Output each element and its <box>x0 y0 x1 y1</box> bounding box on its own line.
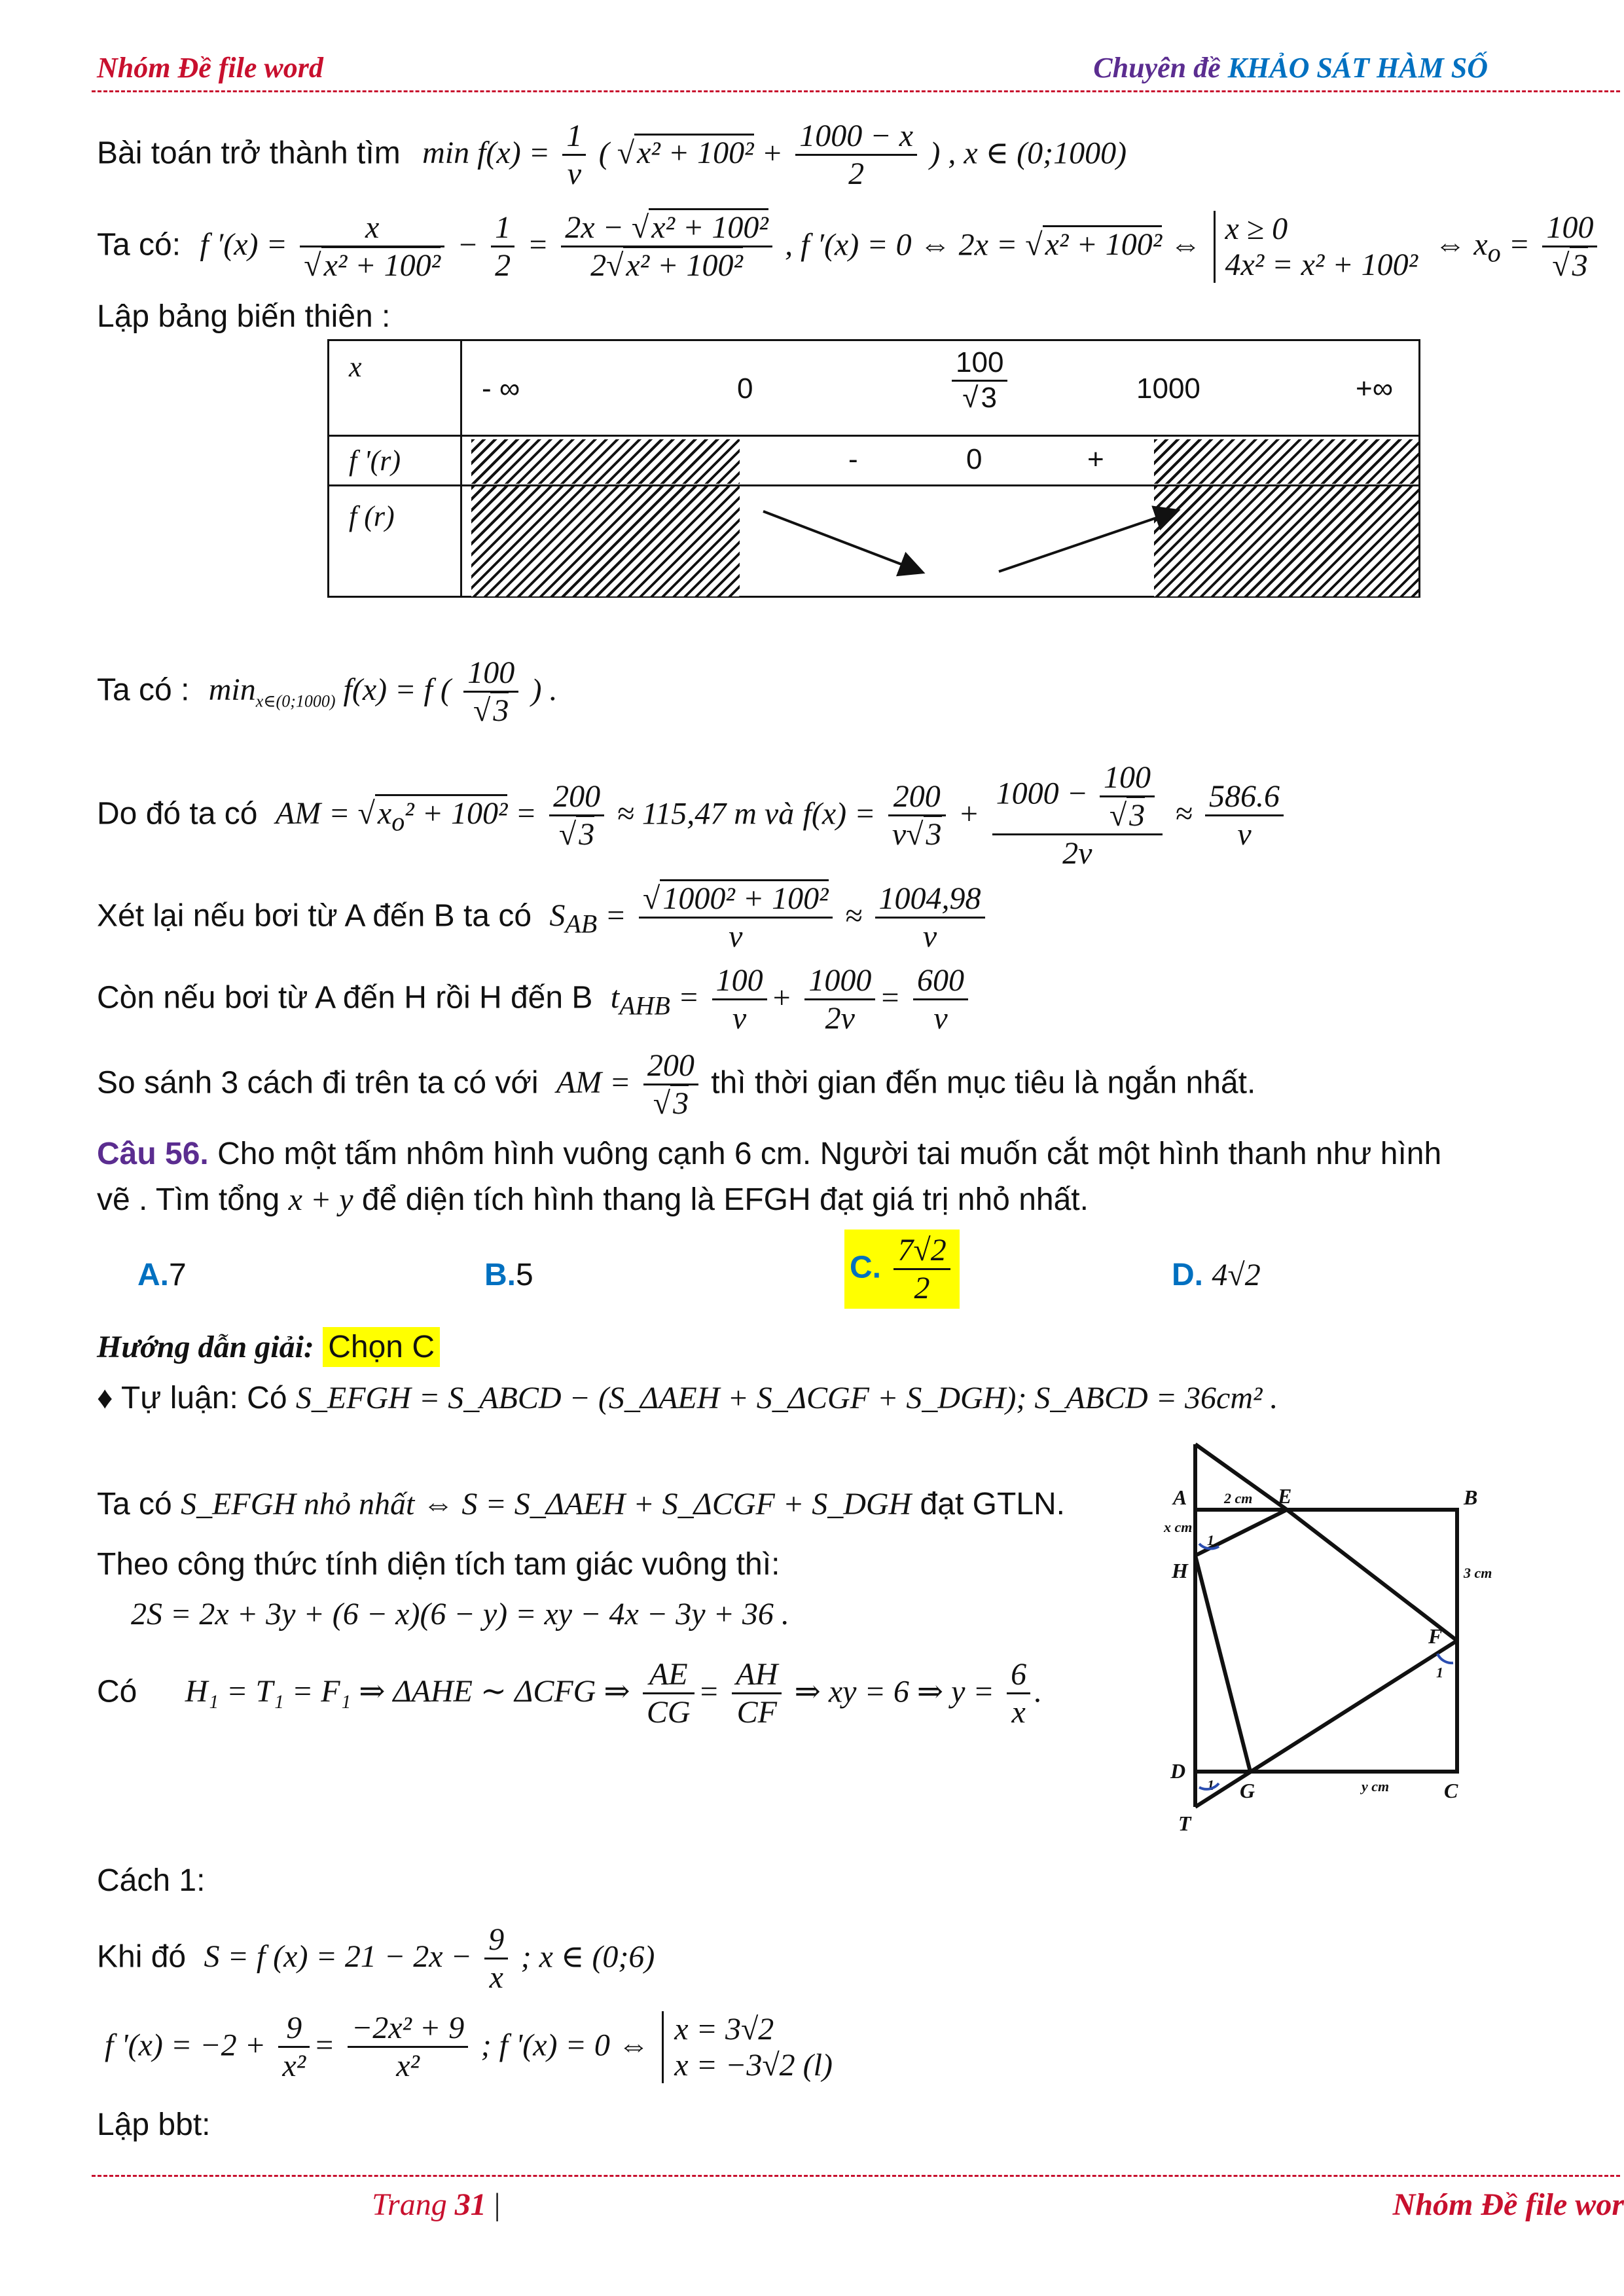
option-d-label: D. <box>1172 1258 1203 1292</box>
solution-s5-label: Có <box>97 1674 137 1709</box>
label-t: T <box>1178 1812 1191 1835</box>
solution-choice: Chọn C <box>323 1327 440 1367</box>
line-derivative-label: Ta có: <box>97 227 181 263</box>
footer-right: Nhóm Đề file wor <box>1392 2187 1624 2222</box>
bbt-x-label: x <box>329 340 461 436</box>
solution-guide <box>97 1329 440 1365</box>
dim-bf: 3 cm <box>1464 1565 1492 1581</box>
bbt-x-1000: 1000 <box>1136 373 1200 405</box>
line-ft <box>1195 1641 1457 1807</box>
label-g: G <box>1240 1779 1255 1802</box>
header-right-topic: KHẢO SÁT HÀM SỐ <box>1227 52 1488 84</box>
header-left: Nhóm Đề file word <box>97 52 323 84</box>
label-d: D <box>1170 1759 1186 1783</box>
square-abcd <box>1195 1510 1457 1772</box>
footer-page <box>372 2187 500 2223</box>
bbt-x-pos-inf: +∞ <box>1356 373 1394 405</box>
line-tahb: Còn nếu bơi từ A đến H rồi H đến B $t_{AHB}$ = $\frac{100}{v}$ + $\frac{1000}{2v}$ = $\frac{600}{v}$ <box>97 962 972 1036</box>
solution-s2 <box>97 1486 1065 1522</box>
question-line-1 <box>97 1136 1441 1172</box>
line-sab: Xét lại nếu bơi từ A đến B ta có $S_{AB}$ = $\frac{\text{√1000² + 100²}}{v}$ ≈ $\frac{1004,98}{v}$ <box>97 881 989 955</box>
bbt-x-zero: 0 <box>737 373 753 405</box>
solution-s1-eq: S_EFGH = S_ABCD − (S_ΔAEH + S_ΔCGF + S_DGH); S_ABCD = 36cm² . <box>295 1381 1278 1415</box>
line-compare-a: So sánh 3 cách đi trên ta có với <box>97 1065 539 1101</box>
solution-guide-label: Hướng dẫn giải: <box>97 1330 314 1364</box>
solution-s2-label: Ta có <box>97 1487 172 1522</box>
question-sum: x + y <box>288 1182 353 1217</box>
solution-c3: f '(x) = −2 + $\frac{9}{\text{x²}}$ = $\frac{\text{−2x² + 9}}{\text{x²}}$ ; f '(x) = 0 ⇔ x = 3√2 x = −3√2 (l) <box>105 2010 840 2084</box>
line-min-text: Bài toán trở thành tìm <box>97 136 401 171</box>
footer-page-sep: | <box>486 2187 501 2222</box>
header-right <box>1093 51 1488 84</box>
question-text-2a: vẽ . Tìm tổng <box>97 1182 289 1217</box>
dim-ae: 2 cm <box>1224 1490 1253 1506</box>
option-c-den: 2 <box>914 1271 930 1306</box>
bbt-sign-zero: 0 <box>966 443 983 475</box>
solution-s2-end: đạt GTLN. <box>920 1487 1065 1522</box>
option-c-label: C. <box>850 1250 881 1285</box>
option-b-value: 5 <box>516 1258 533 1292</box>
option-b-label: B. <box>484 1258 516 1292</box>
solution-c2-label: Khi đó <box>97 1939 187 1975</box>
solution-s5: Có H₁ = T₁ = F₁ ⇒ ΔAHE ∼ ΔCFG ⇒ $\frac{AE}{CG}$ = $\frac{AH}{CF}$ ⇒ xy = 6 ⇒ y = $\frac{6}{x}$ . <box>97 1657 1043 1730</box>
line-tahb-label: Còn nếu bơi từ A đến H rồi H đến B <box>97 980 593 1015</box>
label-h: H <box>1172 1559 1188 1582</box>
option-d[interactable] <box>1172 1257 1261 1293</box>
solution-s2-eq: S_EFGH nhỏ nhất ⇔ S = S_ΔAEH + S_ΔCGF + S_DGH <box>181 1487 912 1522</box>
bbt-fprime-label: f '(r) <box>329 436 461 486</box>
solution-c4: Lập bbt: <box>97 2107 211 2142</box>
solution-s3: Theo công thức tính diện tích tam giác vuông thì: <box>97 1547 780 1582</box>
label-f: F <box>1428 1624 1443 1648</box>
line-min-result: Ta có : $\min_{x\in(0;1000)} f(x) = f$ ( $\frac{100}{√3}$ ) . <box>97 655 558 729</box>
option-c[interactable] <box>844 1230 960 1309</box>
solution-s1-label: ♦ Tự luận: Có <box>97 1381 287 1415</box>
line-bbt-intro: Lập bảng biến thiên : <box>97 299 391 334</box>
solution-s4: 2S = 2x + 3y + (6 − x)(6 − y) = xy − 4x − 3y + 36 . <box>131 1597 789 1631</box>
option-d-value: 4√2 <box>1212 1258 1261 1292</box>
label-a: A <box>1173 1485 1187 1509</box>
geometry-figure <box>1159 1434 1499 1853</box>
label-c: C <box>1444 1779 1458 1802</box>
solution-c3-root1: x = 3√2 <box>674 2011 774 2047</box>
question-line-2 <box>97 1182 1089 1218</box>
line-am-label: Do đó ta có <box>97 796 258 831</box>
line-min-result-label: Ta có : <box>97 672 190 708</box>
footer-divider <box>92 2175 1620 2177</box>
question-text-1: Cho một tấm nhôm hình vuông cạnh 6 cm. Người tai muốn cắt một hình thanh như hình <box>208 1137 1442 1171</box>
bbt-f-row <box>461 486 1420 597</box>
option-a-value: 7 <box>169 1258 187 1292</box>
angle-mark-t: 1 <box>1207 1777 1214 1793</box>
option-a-label: A. <box>137 1258 169 1292</box>
variation-table <box>327 339 1420 598</box>
line-ef <box>1287 1510 1457 1641</box>
footer-page-num: 31 <box>454 2187 486 2222</box>
solution-c1: Cách 1: <box>97 1863 206 1898</box>
bbt-f-label: f (r) <box>329 486 461 597</box>
line-am-value: ≈ 115,47 m và <box>617 796 795 831</box>
header-divider <box>92 90 1620 92</box>
question-text-2b: để diện tích hình thang là EFGH đạt giá trị nhỏ nhất. <box>353 1182 1089 1217</box>
label-e: E <box>1278 1484 1292 1508</box>
footer-page-prefix: Trang <box>372 2187 455 2222</box>
bbt-hatch-right-1 <box>1154 439 1418 484</box>
label-b: B <box>1464 1485 1478 1509</box>
solution-c2: Khi đó S = f (x) = 21 − 2x − $\frac{9}{x}$ ; x ∈ (0;6) <box>97 1922 655 1995</box>
dim-gc: y cm <box>1362 1778 1390 1795</box>
bbt-x-frac: $\frac{100}{√3}$ <box>952 346 1007 414</box>
line-am: Do đó ta có AM = $√x_o^2 + 100^2$ = $\frac{200}{√3}$ ≈ 115,47 m và f(x) = $\frac{200}{v√3}$ + 1000 − $\frac{100}{√3}$ 2v ≈ $\frac{586.6}{v}$ <box>97 759 1288 872</box>
solution-c3-root2: x = −3√2 (l) <box>674 2047 833 2083</box>
bbt-sign-minus: - <box>848 443 858 475</box>
dim-ah: x cm <box>1164 1519 1193 1535</box>
solution-c3-eq: f '(x) = −2 + <box>105 2028 266 2063</box>
question-number: Câu 56. <box>97 1137 209 1171</box>
solution-c3-mid: ; f '(x) = 0 ⇔ <box>480 2028 649 2063</box>
angle-mark-h: 1 <box>1207 1532 1214 1548</box>
option-a[interactable] <box>137 1257 187 1293</box>
bbt-sign-plus: + <box>1087 443 1104 475</box>
angle-mark-f: 1 <box>1436 1664 1443 1681</box>
solution-s1 <box>97 1380 1278 1416</box>
line-sab-label: Xét lại nếu bơi từ A đến B ta có <box>97 898 532 934</box>
bbt-x-neg-inf: - ∞ <box>482 373 520 405</box>
option-b[interactable] <box>484 1257 533 1293</box>
line-compare-b: thì thời gian đến mục tiêu là ngắn nhất. <box>711 1065 1256 1101</box>
bbt-hatch-left-1 <box>471 439 740 484</box>
line-hg <box>1195 1556 1250 1772</box>
line-derivative: Ta có: f ′(x) = $\frac{x}{\text{√x² + 100²}}$ − $\frac{1}{2}$ = $\frac{\text{2x − √x² + 100²}}{\text{2√x² + 100²}}$ , f ′(x) = 0 ⇔ 2x = √x² + 100² ⇔ x ≥ 0 4x² = x² + 100² ⇔ $x_o$ = $\frac{100}{√3}$ <box>97 210 1601 283</box>
bbt-x-row <box>461 340 1420 436</box>
option-c-num: 7√2 <box>893 1232 950 1270</box>
bbt-fprime-row <box>461 436 1420 486</box>
solution-s5-eq: H₁ = T₁ = F₁ ⇒ ΔAHE ∼ ΔCFG ⇒ <box>185 1674 630 1709</box>
header-right-prefix: Chuyên đề <box>1093 52 1228 84</box>
solution-c2-eq: S = f (x) = 21 − 2x − <box>204 1939 472 1975</box>
line-min-problem: Bài toán trở thành tìm min f(x) = $\frac{1}{v}$ ( √x² + 100² + $\frac{1000 - x}{2}$ ) , x ∈ (0;1000) <box>97 118 1127 192</box>
angle-arc-f <box>1437 1654 1453 1663</box>
bbt-arrows <box>462 486 1441 598</box>
solution-s5-end: ⇒ xy = 6 ⇒ y = <box>794 1674 994 1709</box>
solution-c2-end: ; x ∈ (0;6) <box>520 1939 655 1975</box>
line-compare: So sánh 3 cách đi trên ta có với AM = $\frac{200}{√3}$ thì thời gian đến mục tiêu là ngắn nhất. <box>97 1048 1256 1121</box>
